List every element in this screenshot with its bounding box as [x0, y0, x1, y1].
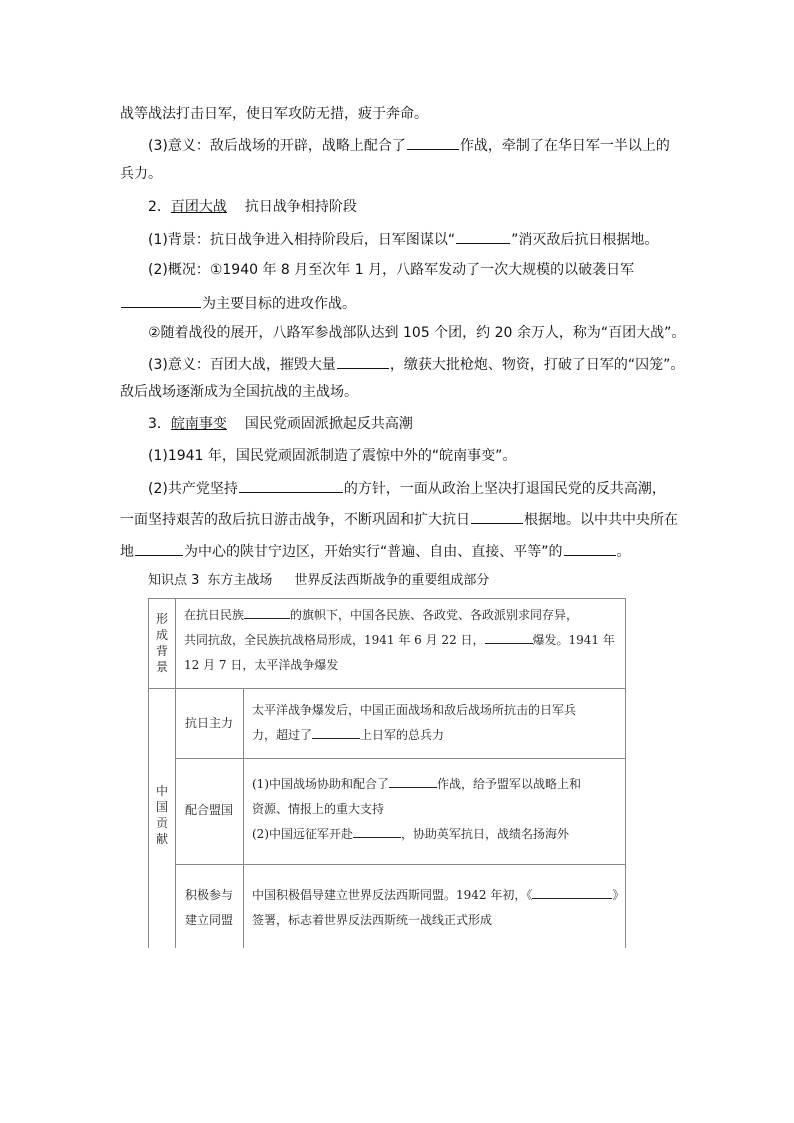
- text-line: [120, 508, 678, 530]
- table-border: [625, 598, 626, 948]
- text-line: [120, 164, 162, 184]
- knowledge-point-title: 东方主战场: [207, 573, 273, 588]
- knowledge-point-label: 知识点 3: [148, 573, 200, 588]
- answer-blank[interactable]: [244, 605, 290, 619]
- table-border: [148, 688, 626, 689]
- section-title: 百团大战: [170, 199, 227, 215]
- paragraph-text: 为主要目标的进攻作战。: [202, 296, 356, 312]
- text-line: [148, 323, 685, 343]
- paragraph-text: 一面坚持艰苦的敌后抗日游击战争，不断巩固和扩大抗日: [120, 512, 470, 528]
- text-line: [148, 477, 666, 499]
- paragraph-text: (2)概况：①1940 年 8 月至次年 1 月，八路军发动了一次大规模的以破袭日军: [148, 262, 635, 278]
- text-line: [148, 446, 516, 466]
- answer-blank[interactable]: [471, 508, 523, 524]
- answer-blank[interactable]: [389, 774, 437, 788]
- table-border: [175, 598, 176, 948]
- summary-table: [148, 598, 626, 948]
- answer-blank[interactable]: [485, 630, 533, 644]
- contribution-label: 中国贡献: [155, 784, 168, 846]
- knowledge-point-subtitle: 世界反法西斯战争的重要组成部分: [294, 573, 490, 588]
- paragraph-text: 敌后战场逐渐成为全国抗战的主战场。: [120, 384, 358, 400]
- paragraph-text: 的方针，一面从政治上坚决打退国民党的反共高潮，: [343, 481, 666, 497]
- paragraph-text: (1)背景：抗日战争进入相持阶段后，日军图谋以“: [148, 232, 456, 248]
- text-line: [148, 228, 658, 250]
- answer-blank[interactable]: [121, 292, 201, 308]
- background-content: 在抗日民族 的旗帜下，中国各民族、各政党、各政派别求同存异， 共同抗敌，全民族抗战格局形成，1941 年 6 月 22 日， 爆发。1941 年 12 月 7 日，太平洋战争爆发: [184, 603, 615, 678]
- background-label: 形成背景: [155, 612, 168, 674]
- text-line: [120, 540, 631, 562]
- text-line: [120, 382, 358, 402]
- table-border: [243, 688, 244, 948]
- paragraph-text: (3)意义：百团大战，摧毁大量: [148, 357, 336, 373]
- answer-blank[interactable]: [337, 353, 389, 369]
- section-subtitle: 国民党顽固派掀起反共高潮: [244, 416, 413, 432]
- section-heading: 2．百团大战 抗日战争相持阶段: [148, 199, 357, 215]
- text-line: [148, 353, 684, 375]
- paragraph-text: ”消灭敌后抗日根据地。: [511, 232, 659, 248]
- paragraph-text: 战等战法打击日军，使日军攻防无措，疲于奔命。: [120, 106, 428, 122]
- answer-blank[interactable]: [456, 228, 510, 244]
- answer-blank[interactable]: [407, 134, 459, 150]
- table-border: [148, 598, 149, 948]
- paragraph-text: ②随着战役的展开，八路军参战部队达到 105 个团，约 20 余万人，称为“百团大战”。: [148, 325, 686, 341]
- main-force-content: 太平洋战争爆发后，中国正面战场和敌后战场所抗击的日军兵 力，超过了 上日军的总兵力: [252, 703, 577, 742]
- alliance-label: 积极参与 建立同盟: [185, 888, 234, 927]
- paragraph-text: ，缴获大批枪炮、物资，打破了日军的“囚笼”。: [389, 357, 685, 373]
- section-heading: 3．皖南事变 国民党顽固派掀起反共高潮: [148, 416, 413, 432]
- main-force-label: 抗日主力: [185, 716, 234, 730]
- paragraph-text: 地: [120, 544, 134, 560]
- paragraph-text: 为中心的陕甘宁边区，开始实行“普遍、自由、直接、平等”的: [184, 544, 563, 560]
- answer-blank[interactable]: [532, 885, 612, 899]
- knowledge-point-heading: [148, 571, 489, 591]
- table-border: [148, 598, 626, 599]
- answer-blank[interactable]: [312, 725, 360, 739]
- text-line: [148, 260, 634, 280]
- cooperate-allies-content: (1)中国战场协助和配合了 作战，给予盟军以战略上和 资源、情报上的重大支持 (2)中国远征军开赴 ，协助英军抗日，战绩名扬海外: [252, 772, 581, 847]
- paragraph-text: 作战，牵制了在华日军一半以上的: [459, 138, 670, 154]
- paragraph-text: (3)意义：敌后战场的开辟，战略上配合了: [148, 138, 406, 154]
- answer-blank[interactable]: [353, 824, 401, 838]
- alliance-content: 中国积极倡导建立世界反法西斯同盟。1942 年初，《 》 签署，标志着世界反法西斯统一战线正式形成: [252, 883, 624, 933]
- paragraph-text: 。: [616, 544, 631, 560]
- paragraph-text: (1)1941 年，国民党顽固派制造了震惊中外的“皖南事变”。: [148, 448, 517, 464]
- section-subtitle: 抗日战争相持阶段: [244, 199, 357, 215]
- answer-blank[interactable]: [239, 477, 343, 493]
- answer-blank[interactable]: [564, 540, 616, 556]
- text-line: [120, 292, 356, 314]
- paragraph-text: 根据地。以中共中央所在: [524, 512, 678, 528]
- text-line: [120, 104, 428, 124]
- text-line: [148, 134, 670, 156]
- answer-blank[interactable]: [135, 540, 183, 556]
- paragraph-text: 兵力。: [120, 166, 162, 182]
- paragraph-text: (2)共产党坚持: [148, 481, 238, 497]
- cooperate-allies-label: 配合盟国: [185, 803, 234, 817]
- section-title: 皖南事变: [170, 416, 227, 432]
